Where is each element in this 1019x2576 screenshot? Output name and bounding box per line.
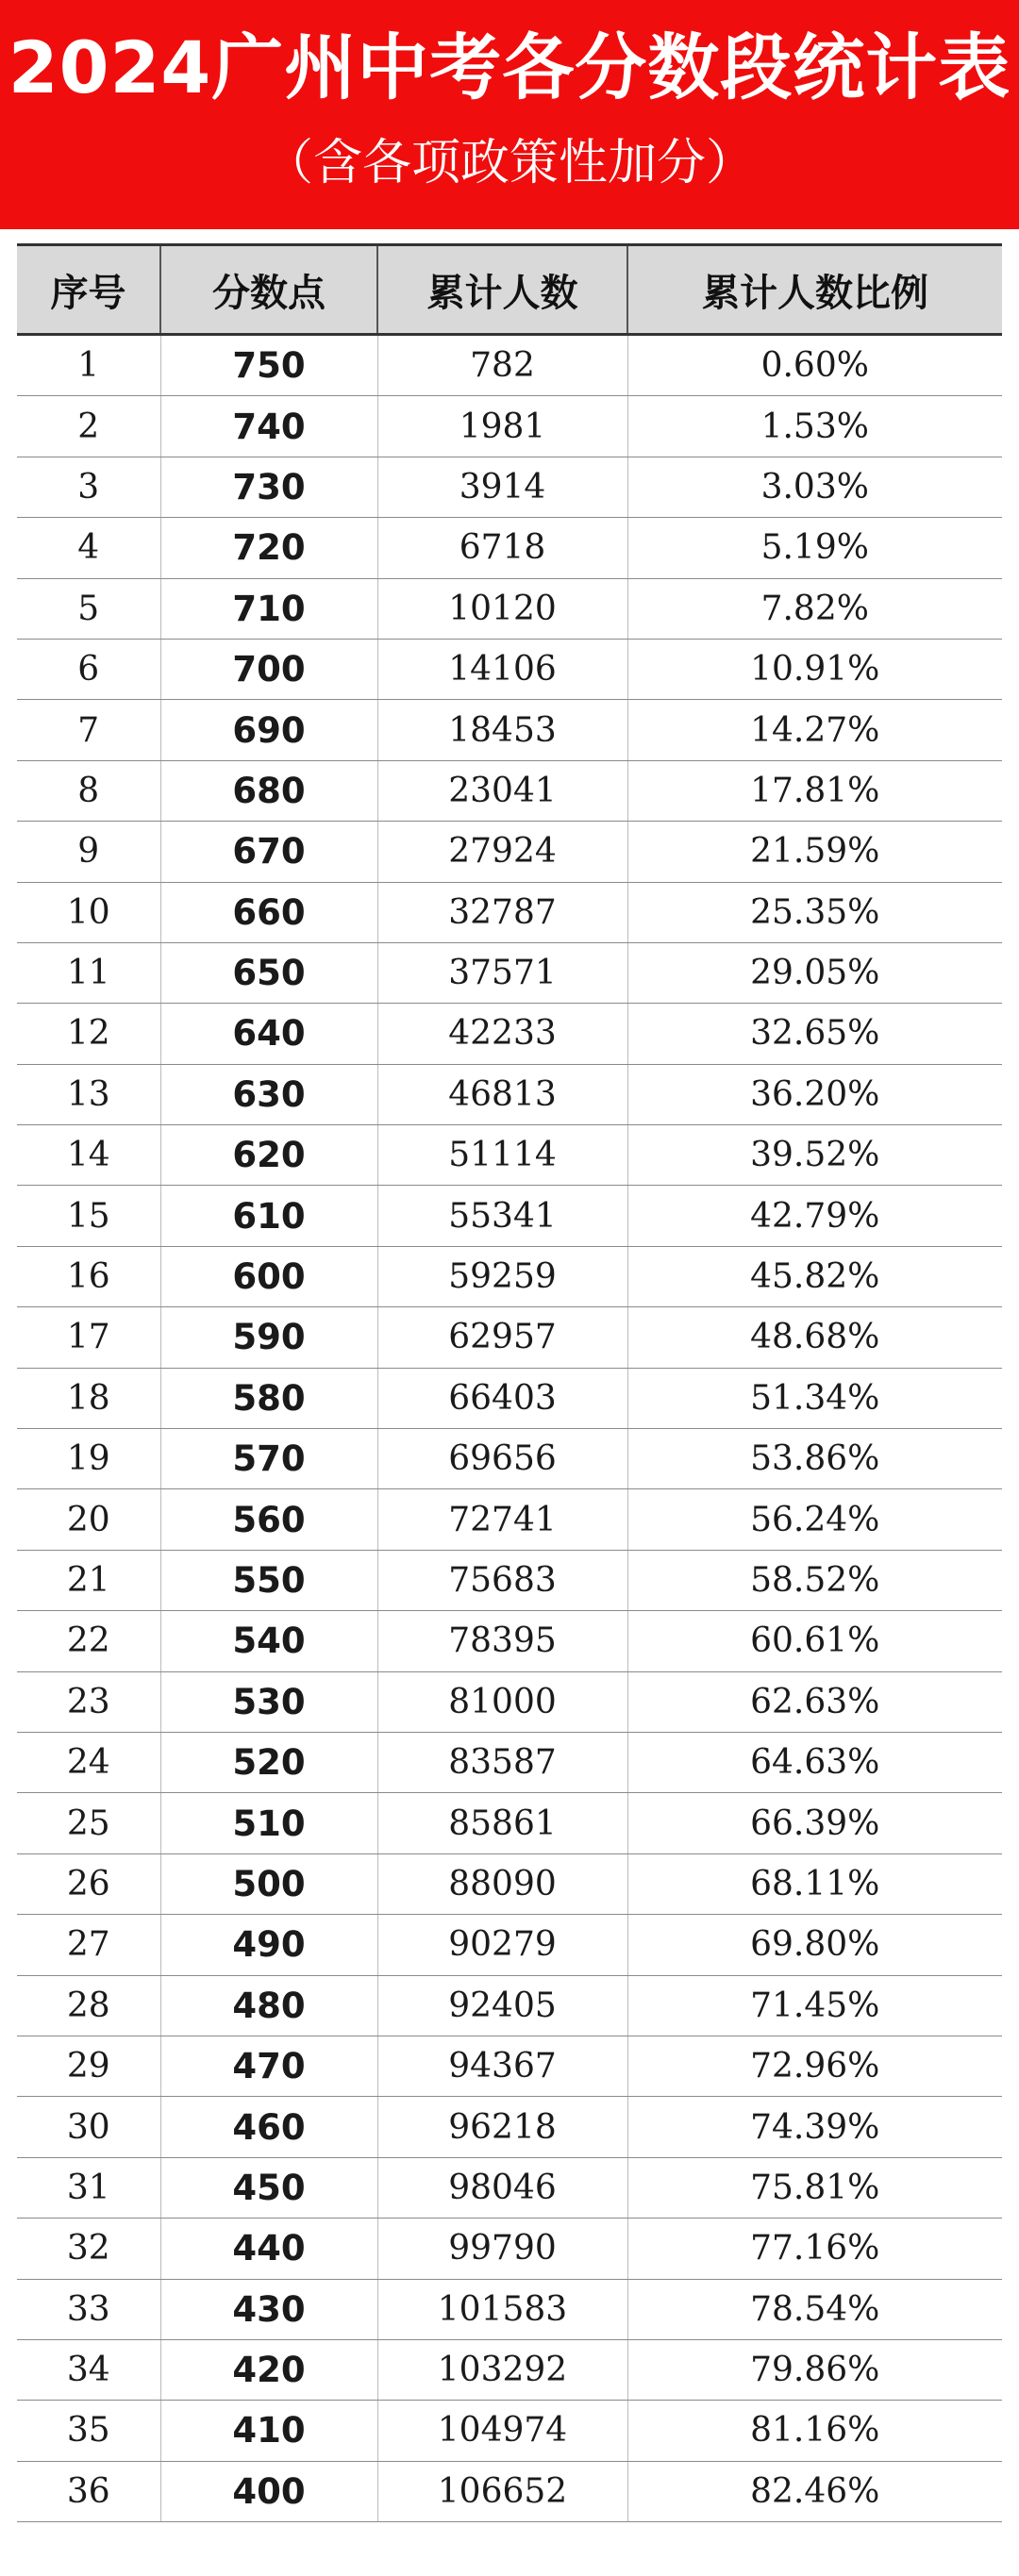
- table-row: [17, 396, 1002, 457]
- table-row: [17, 1429, 1002, 1489]
- table-header-row: [17, 245, 1002, 335]
- cell-cumulative-ratio: 60.61%: [627, 1611, 1002, 1671]
- cell-index: 6: [17, 639, 160, 699]
- table-row: [17, 335, 1002, 396]
- cell-cumulative-count: 96218: [377, 2097, 627, 2157]
- table-row: [17, 1975, 1002, 2036]
- cell-cumulative-ratio: 75.81%: [627, 2157, 1002, 2218]
- cell-score: 480: [160, 1975, 377, 2036]
- cell-cumulative-count: 99790: [377, 2219, 627, 2279]
- cell-cumulative-count: 88090: [377, 1853, 627, 1914]
- cell-cumulative-ratio: 32.65%: [627, 1004, 1002, 1064]
- cell-index: 25: [17, 1793, 160, 1853]
- cell-score: 450: [160, 2157, 377, 2218]
- cell-score: 460: [160, 2097, 377, 2157]
- cell-cumulative-ratio: 29.05%: [627, 942, 1002, 1003]
- cell-cumulative-count: 27924: [377, 822, 627, 882]
- cell-score: 720: [160, 518, 377, 578]
- cell-cumulative-ratio: 71.45%: [627, 1975, 1002, 2036]
- cell-index: 21: [17, 1550, 160, 1610]
- cell-cumulative-ratio: 66.39%: [627, 1793, 1002, 1853]
- cell-score: 660: [160, 882, 377, 942]
- cell-index: 24: [17, 1732, 160, 1792]
- cell-cumulative-ratio: 64.63%: [627, 1732, 1002, 1792]
- cell-cumulative-count: 18453: [377, 700, 627, 760]
- cell-index: 20: [17, 1489, 160, 1550]
- cell-score: 690: [160, 700, 377, 760]
- cell-score: 710: [160, 578, 377, 639]
- cell-index: 30: [17, 2097, 160, 2157]
- cell-cumulative-ratio: 68.11%: [627, 1853, 1002, 1914]
- cell-cumulative-ratio: 62.63%: [627, 1671, 1002, 1732]
- cell-index: 34: [17, 2339, 160, 2400]
- table-row: [17, 1853, 1002, 1914]
- table-row: [17, 1489, 1002, 1550]
- table-row: [17, 2279, 1002, 2339]
- cell-cumulative-ratio: 79.86%: [627, 2339, 1002, 2400]
- cell-cumulative-count: 94367: [377, 2036, 627, 2096]
- cell-cumulative-ratio: 78.54%: [627, 2279, 1002, 2339]
- cell-index: 9: [17, 822, 160, 882]
- cell-score: 630: [160, 1064, 377, 1124]
- cell-cumulative-count: 90279: [377, 1915, 627, 1975]
- cell-score: 750: [160, 335, 377, 396]
- cell-cumulative-ratio: 74.39%: [627, 2097, 1002, 2157]
- cell-index: 16: [17, 1246, 160, 1306]
- table-row: [17, 2036, 1002, 2096]
- cell-score: 470: [160, 2036, 377, 2096]
- cell-cumulative-count: 55341: [377, 1186, 627, 1246]
- cell-index: 5: [17, 578, 160, 639]
- cell-index: 4: [17, 518, 160, 578]
- table-row: [17, 1004, 1002, 1064]
- table-row: [17, 578, 1002, 639]
- cell-cumulative-count: 75683: [377, 1550, 627, 1610]
- cell-score: 730: [160, 457, 377, 517]
- cell-index: 14: [17, 1125, 160, 1186]
- cell-cumulative-ratio: 7.82%: [627, 578, 1002, 639]
- table-row: [17, 639, 1002, 699]
- cell-cumulative-count: 104974: [377, 2401, 627, 2461]
- cell-score: 550: [160, 1550, 377, 1610]
- cell-cumulative-ratio: 5.19%: [627, 518, 1002, 578]
- cell-index: 23: [17, 1671, 160, 1732]
- cell-cumulative-count: 3914: [377, 457, 627, 517]
- cell-index: 35: [17, 2401, 160, 2461]
- column-header-score: 分数点: [160, 245, 377, 335]
- cell-score: 500: [160, 1853, 377, 1914]
- table-row: [17, 822, 1002, 882]
- cell-score: 430: [160, 2279, 377, 2339]
- cell-cumulative-ratio: 69.80%: [627, 1915, 1002, 1975]
- table-row: [17, 882, 1002, 942]
- cell-cumulative-count: 62957: [377, 1307, 627, 1368]
- cell-index: 8: [17, 760, 160, 821]
- table-row: [17, 1732, 1002, 1792]
- cell-cumulative-ratio: 58.52%: [627, 1550, 1002, 1610]
- cell-score: 600: [160, 1246, 377, 1306]
- table-row: [17, 1915, 1002, 1975]
- cell-score: 400: [160, 2461, 377, 2521]
- cell-cumulative-ratio: 51.34%: [627, 1368, 1002, 1428]
- table-row: [17, 1186, 1002, 1246]
- cell-index: 1: [17, 335, 160, 396]
- cell-index: 3: [17, 457, 160, 517]
- cell-cumulative-ratio: 17.81%: [627, 760, 1002, 821]
- cell-index: 10: [17, 882, 160, 942]
- cell-cumulative-count: 46813: [377, 1064, 627, 1124]
- cell-index: 36: [17, 2461, 160, 2521]
- cell-index: 11: [17, 942, 160, 1003]
- cell-score: 490: [160, 1915, 377, 1975]
- table-row: [17, 760, 1002, 821]
- cell-index: 29: [17, 2036, 160, 2096]
- table-body: [17, 335, 1002, 2522]
- title-banner: [0, 0, 1019, 229]
- cell-cumulative-count: 103292: [377, 2339, 627, 2400]
- cell-cumulative-count: 81000: [377, 1671, 627, 1732]
- cell-score: 530: [160, 1671, 377, 1732]
- cell-cumulative-count: 42233: [377, 1004, 627, 1064]
- page-subtitle: （含各项政策性加分）: [263, 135, 755, 191]
- cell-index: 22: [17, 1611, 160, 1671]
- cell-score: 610: [160, 1186, 377, 1246]
- cell-score: 410: [160, 2401, 377, 2461]
- cell-index: 32: [17, 2219, 160, 2279]
- cell-score: 510: [160, 1793, 377, 1853]
- table-row: [17, 1368, 1002, 1428]
- cell-index: 13: [17, 1064, 160, 1124]
- cell-index: 12: [17, 1004, 160, 1064]
- cell-score: 540: [160, 1611, 377, 1671]
- cell-index: 33: [17, 2279, 160, 2339]
- cell-cumulative-count: 92405: [377, 1975, 627, 2036]
- cell-score: 680: [160, 760, 377, 821]
- cell-index: 28: [17, 1975, 160, 2036]
- table-row: [17, 2097, 1002, 2157]
- cell-cumulative-count: 782: [377, 335, 627, 396]
- cell-cumulative-count: 98046: [377, 2157, 627, 2218]
- cell-score: 590: [160, 1307, 377, 1368]
- cell-index: 19: [17, 1429, 160, 1489]
- cell-cumulative-ratio: 45.82%: [627, 1246, 1002, 1306]
- table-row: [17, 1793, 1002, 1853]
- cell-cumulative-ratio: 21.59%: [627, 822, 1002, 882]
- page-title: 2024广州中考各分数段统计表: [8, 25, 1011, 109]
- column-header-cumulative-count: 累计人数: [377, 245, 627, 335]
- cell-cumulative-count: 106652: [377, 2461, 627, 2521]
- table-row: [17, 1125, 1002, 1186]
- cell-cumulative-ratio: 36.20%: [627, 1064, 1002, 1124]
- table-row: [17, 2157, 1002, 2218]
- table-row: [17, 1307, 1002, 1368]
- cell-score: 670: [160, 822, 377, 882]
- cell-cumulative-ratio: 48.68%: [627, 1307, 1002, 1368]
- cell-cumulative-count: 72741: [377, 1489, 627, 1550]
- cell-score: 700: [160, 639, 377, 699]
- cell-cumulative-ratio: 39.52%: [627, 1125, 1002, 1186]
- table-row: [17, 2219, 1002, 2279]
- cell-cumulative-count: 23041: [377, 760, 627, 821]
- cell-index: 17: [17, 1307, 160, 1368]
- cell-score: 640: [160, 1004, 377, 1064]
- score-statistics-table: [17, 243, 1002, 2522]
- table-row: [17, 1611, 1002, 1671]
- cell-cumulative-count: 101583: [377, 2279, 627, 2339]
- cell-cumulative-ratio: 0.60%: [627, 335, 1002, 396]
- column-header-cumulative-ratio: 累计人数比例: [627, 245, 1002, 335]
- cell-cumulative-count: 85861: [377, 1793, 627, 1853]
- cell-cumulative-count: 78395: [377, 1611, 627, 1671]
- cell-cumulative-ratio: 1.53%: [627, 396, 1002, 457]
- cell-cumulative-ratio: 10.91%: [627, 639, 1002, 699]
- cell-cumulative-count: 10120: [377, 578, 627, 639]
- table-row: [17, 457, 1002, 517]
- cell-cumulative-ratio: 77.16%: [627, 2219, 1002, 2279]
- cell-cumulative-count: 14106: [377, 639, 627, 699]
- cell-cumulative-count: 1981: [377, 396, 627, 457]
- column-header-index: 序号: [17, 245, 160, 335]
- cell-cumulative-ratio: 81.16%: [627, 2401, 1002, 2461]
- cell-cumulative-ratio: 14.27%: [627, 700, 1002, 760]
- cell-score: 740: [160, 396, 377, 457]
- cell-index: 26: [17, 1853, 160, 1914]
- cell-cumulative-count: 59259: [377, 1246, 627, 1306]
- cell-cumulative-ratio: 72.96%: [627, 2036, 1002, 2096]
- cell-cumulative-count: 51114: [377, 1125, 627, 1186]
- cell-score: 650: [160, 942, 377, 1003]
- cell-cumulative-ratio: 82.46%: [627, 2461, 1002, 2521]
- table-row: [17, 1246, 1002, 1306]
- cell-cumulative-count: 32787: [377, 882, 627, 942]
- cell-cumulative-ratio: 42.79%: [627, 1186, 1002, 1246]
- cell-score: 570: [160, 1429, 377, 1489]
- cell-cumulative-ratio: 53.86%: [627, 1429, 1002, 1489]
- cell-score: 560: [160, 1489, 377, 1550]
- table-row: [17, 2461, 1002, 2521]
- cell-cumulative-count: 66403: [377, 1368, 627, 1428]
- table-row: [17, 518, 1002, 578]
- table-row: [17, 1550, 1002, 1610]
- cell-index: 7: [17, 700, 160, 760]
- table-row: [17, 700, 1002, 760]
- cell-cumulative-count: 37571: [377, 942, 627, 1003]
- cell-score: 440: [160, 2219, 377, 2279]
- cell-cumulative-count: 83587: [377, 1732, 627, 1792]
- cell-index: 31: [17, 2157, 160, 2218]
- cell-score: 580: [160, 1368, 377, 1428]
- table-row: [17, 1064, 1002, 1124]
- table-row: [17, 2401, 1002, 2461]
- cell-score: 420: [160, 2339, 377, 2400]
- cell-index: 2: [17, 396, 160, 457]
- cell-cumulative-ratio: 25.35%: [627, 882, 1002, 942]
- cell-index: 18: [17, 1368, 160, 1428]
- table-row: [17, 2339, 1002, 2400]
- cell-index: 27: [17, 1915, 160, 1975]
- cell-score: 620: [160, 1125, 377, 1186]
- cell-cumulative-ratio: 56.24%: [627, 1489, 1002, 1550]
- table-row: [17, 942, 1002, 1003]
- table-row: [17, 1671, 1002, 1732]
- cell-cumulative-count: 6718: [377, 518, 627, 578]
- cell-score: 520: [160, 1732, 377, 1792]
- cell-cumulative-count: 69656: [377, 1429, 627, 1489]
- cell-cumulative-ratio: 3.03%: [627, 457, 1002, 517]
- cell-index: 15: [17, 1186, 160, 1246]
